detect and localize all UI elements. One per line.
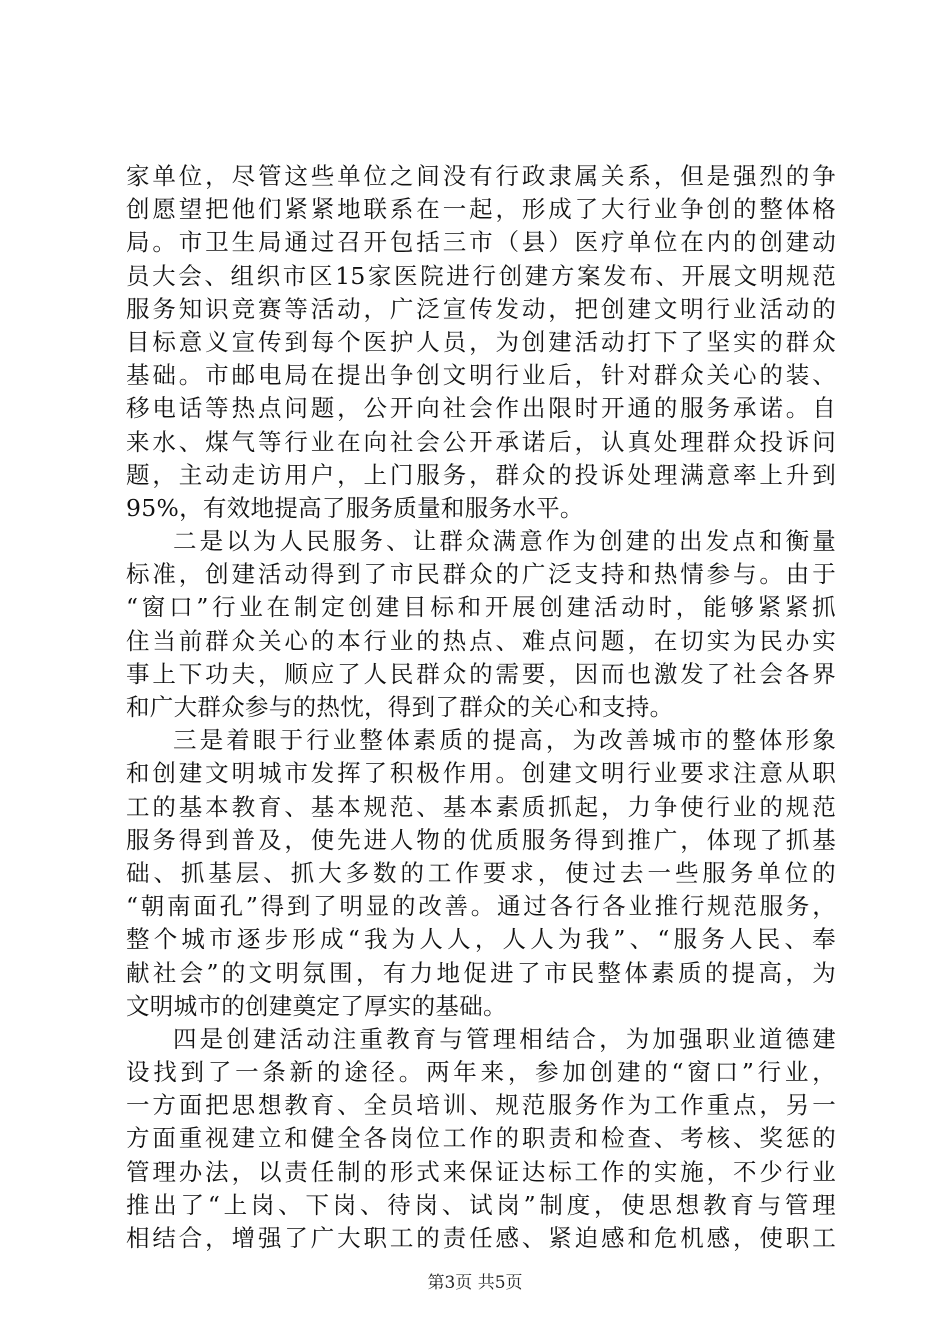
text-line: 一方面把思想教育、全员培训、规范服务作为工作重点，另一: [126, 1091, 836, 1120]
text-line: 四是创建活动注重教育与管理相结合，为加强职业道德建: [173, 1024, 836, 1053]
text-line: 献社会”的文明氛围，有力地促进了市民整体素质的提高，为: [126, 958, 836, 987]
text-line: 员大会、组织市区15家医院进行创建方案发布、开展文明规范: [126, 261, 836, 290]
text-line: 服务知识竞赛等活动，广泛宣传发动，把创建文明行业活动的: [126, 294, 836, 323]
text-line: 基础。市邮电局在提出争创文明行业后，针对群众关心的装、: [126, 361, 836, 390]
text-line: 移电话等热点问题，公开向社会作出限时开通的服务承诺。自: [126, 394, 836, 423]
text-line: 和创建文明城市发挥了积极作用。创建文明行业要求注意从职: [126, 759, 836, 788]
text-line: 来水、煤气等行业在向社会公开承诺后，认真处理群众投诉问: [126, 427, 836, 456]
text-line: 设找到了一条新的途径。两年来，参加创建的“窗口”行业，: [126, 1058, 836, 1087]
text-line: 创愿望把他们紧紧地联系在一起，形成了大行业争创的整体格: [126, 195, 836, 224]
text-line: “窗口”行业在制定创建目标和开展创建活动时，能够紧紧抓: [126, 593, 836, 622]
document-body: [126, 160, 836, 1255]
text-line: 二是以为人民服务、让群众满意作为创建的出发点和衡量: [173, 527, 836, 556]
text-line: 住当前群众关心的本行业的热点、难点问题，在切实为民办实: [126, 626, 836, 655]
text-line: 整个城市逐步形成“我为人人，人人为我”、“服务人民、奉: [126, 925, 836, 954]
text-line: 相结合，增强了广大职工的责任感、紧迫感和危机感，使职工: [126, 1224, 836, 1252]
text-line: “朝南面孔”得到了明显的改善。通过各行各业推行规范服务，: [126, 892, 836, 921]
text-line: 工的基本教育、基本规范、基本素质抓起，力争使行业的规范: [126, 792, 836, 821]
text-line: 础、抓基层、抓大多数的工作要求，使过去一些服务单位的: [126, 858, 836, 887]
text-line: 目标意义宣传到每个医护人员，为创建活动打下了坚实的群众: [126, 327, 836, 356]
page-footer: [0, 1268, 950, 1293]
text-line: 局。市卫生局通过召开包括三市（县）医疗单位在内的创建动: [126, 228, 836, 257]
text-line: 管理办法，以责任制的形式来保证达标工作的实施，不少行业: [126, 1157, 836, 1186]
text-line: 三是着眼于行业整体素质的提高，为改善城市的整体形象: [173, 726, 836, 755]
text-line: 事上下功夫，顺应了人民群众的需要，因而也激发了社会各界: [126, 659, 836, 688]
text-line: 推出了“上岗、下岗、待岗、试岗”制度，使思想教育与管理: [126, 1190, 836, 1219]
text-line: 95%，有效地提高了服务质量和服务水平。: [126, 493, 584, 522]
text-line: 标准，创建活动得到了市民群众的广泛支持和热情参与。由于: [126, 560, 836, 589]
text-line: 家单位，尽管这些单位之间没有行政隶属关系，但是强烈的争: [126, 162, 836, 190]
page-number-label: 第3页 共5页: [427, 1273, 523, 1293]
text-line: 文明城市的创建奠定了厚实的基础。: [126, 991, 507, 1020]
text-line: 和广大群众参与的热忱，得到了群众的关心和支持。: [126, 693, 674, 721]
text-line: 题，主动走访用户，上门服务，群众的投诉处理满意率上升到: [126, 460, 836, 489]
text-line: 服务得到普及，使先进人物的优质服务得到推广，体现了抓基: [126, 825, 836, 854]
text-line: 方面重视建立和健全各岗位工作的职责和检查、考核、奖惩的: [126, 1124, 836, 1153]
